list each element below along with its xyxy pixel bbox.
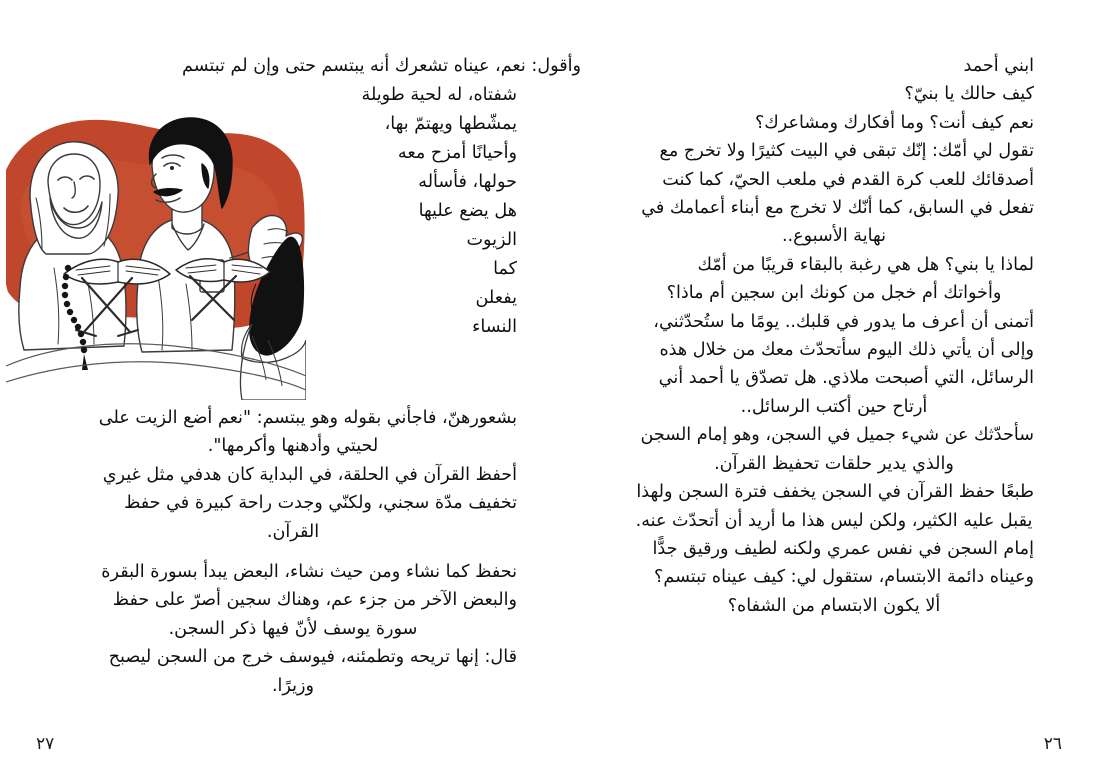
page-number-left: ٢٧ (36, 734, 55, 754)
wrapped-line: النساء (472, 317, 517, 337)
paragraph-imam-description: إمام السجن في نفس عمري ولكنه لطيف ورقيق جدًّا وعيناه دائمة الابتسام، ستقول لي: كيف عيناه تبتسم؟ ألا يكون الابتسام من الشفاه؟ (652, 538, 1034, 616)
paragraph-why-son: لماذا يا بني؟ هل هي رغبة بالبقاء قريبًا من أمّك وأخواتك أم خجل من كونك ابن سجين أم ماذا؟ (666, 254, 1034, 304)
paragraph-yusuf-prison: قال: إنها تريحه وتطمئنه، فيوسف خرج من السجن ليصبح وزيرًا. (108, 647, 517, 696)
wrapped-line: شفتاه، له لحية طويلة (361, 85, 517, 105)
paragraph-memorizing-quran: أحفظ القرآن في الحلقة، في البداية كان هدفي مثل غيري تخفيف مدّة سجني، ولكنّي وجدت راحة كبيرة في حفظ القرآن. (102, 464, 517, 542)
wrapped-line: يفعلن (475, 288, 517, 308)
right-page (549, 0, 1098, 778)
wrapped-line: الزيوت (466, 230, 517, 250)
right-page-text-column (634, 52, 1034, 620)
left-page-wrapped-paragraph (182, 52, 581, 342)
wrapped-line: حولها، فأسأله (418, 172, 517, 192)
paragraph-oil-on-beard: بشعورهنّ، فاجأني بقوله وهو يبتسم: "نعم أضع الزيت على لحيتي وأدهنها وأكرمها". (98, 408, 517, 457)
paragraph-quran-memorization: طبعًا حفظ القرآن في السجن يخفف فترة السجن ولهذا يقبل عليه الكثير، ولكن ليس هذا ما أريد أن أتحدّث عنه. (635, 482, 1034, 531)
left-page-lower-text-column (69, 404, 517, 700)
paragraph-greeting: كيف حالك يا بنيّ؟ (904, 84, 1034, 105)
paragraph-question: نعم كيف أنت؟ وما أفكارك ومشاعرك؟ (754, 112, 1034, 133)
paragraph-mother-says: تقول لي أمّك: إنّك تبقى في البيت كثيرًا ولا تخرج مع أصدقائك للعب كرة القدم في ملعب الحيّ، كما كنت تفعل في السابق، كما أنّك لا تخرج مع أبناء أعمامك في نهاية الأسبوع.. (641, 141, 1034, 247)
wrapped-line: هل يضع عليها (418, 201, 517, 221)
paragraph-wish-to-know: أتمنى أن أعرف ما يدور في قلبك.. يومًا ما ستُحدّثني، وإلى أن يأتي ذلك اليوم سأتحدّث معك من خلال هذه الرسائل، التي أصبحت ملاذي. هل تصدّق يا أحمد أني أرتاح حين أكتب الرسائل.. (653, 311, 1034, 417)
page-number-right: ٢٦ (1043, 734, 1062, 754)
paragraph-prison-imam: سأحدّثك عن شيء جميل في السجن، وهو إمام السجن والذي يدير حلقات تحفيظ القرآن. (640, 425, 1034, 474)
wrapped-line: وأحيانًا أمزح معه (397, 143, 517, 163)
wrapped-line: كما (493, 259, 517, 279)
paragraph-salutation: ابني أحمد (963, 56, 1034, 76)
wrapped-line: يمشّطها ويهتمّ بها، (384, 114, 517, 134)
paragraph-memorize-freely: نحفظ كما نشاء ومن حيث نشاء، البعض يبدأ بسورة البقرة والبعض الآخر من جزء عم، وهناك سجين أصرّ على حفظ سورة يوسف لأنّ فيها ذكر السجن. (101, 562, 517, 639)
wrapped-line: وأقول: نعم، عيناه تشعرك أنه يبتسم حتى وإن لم تبتسم (182, 56, 581, 76)
